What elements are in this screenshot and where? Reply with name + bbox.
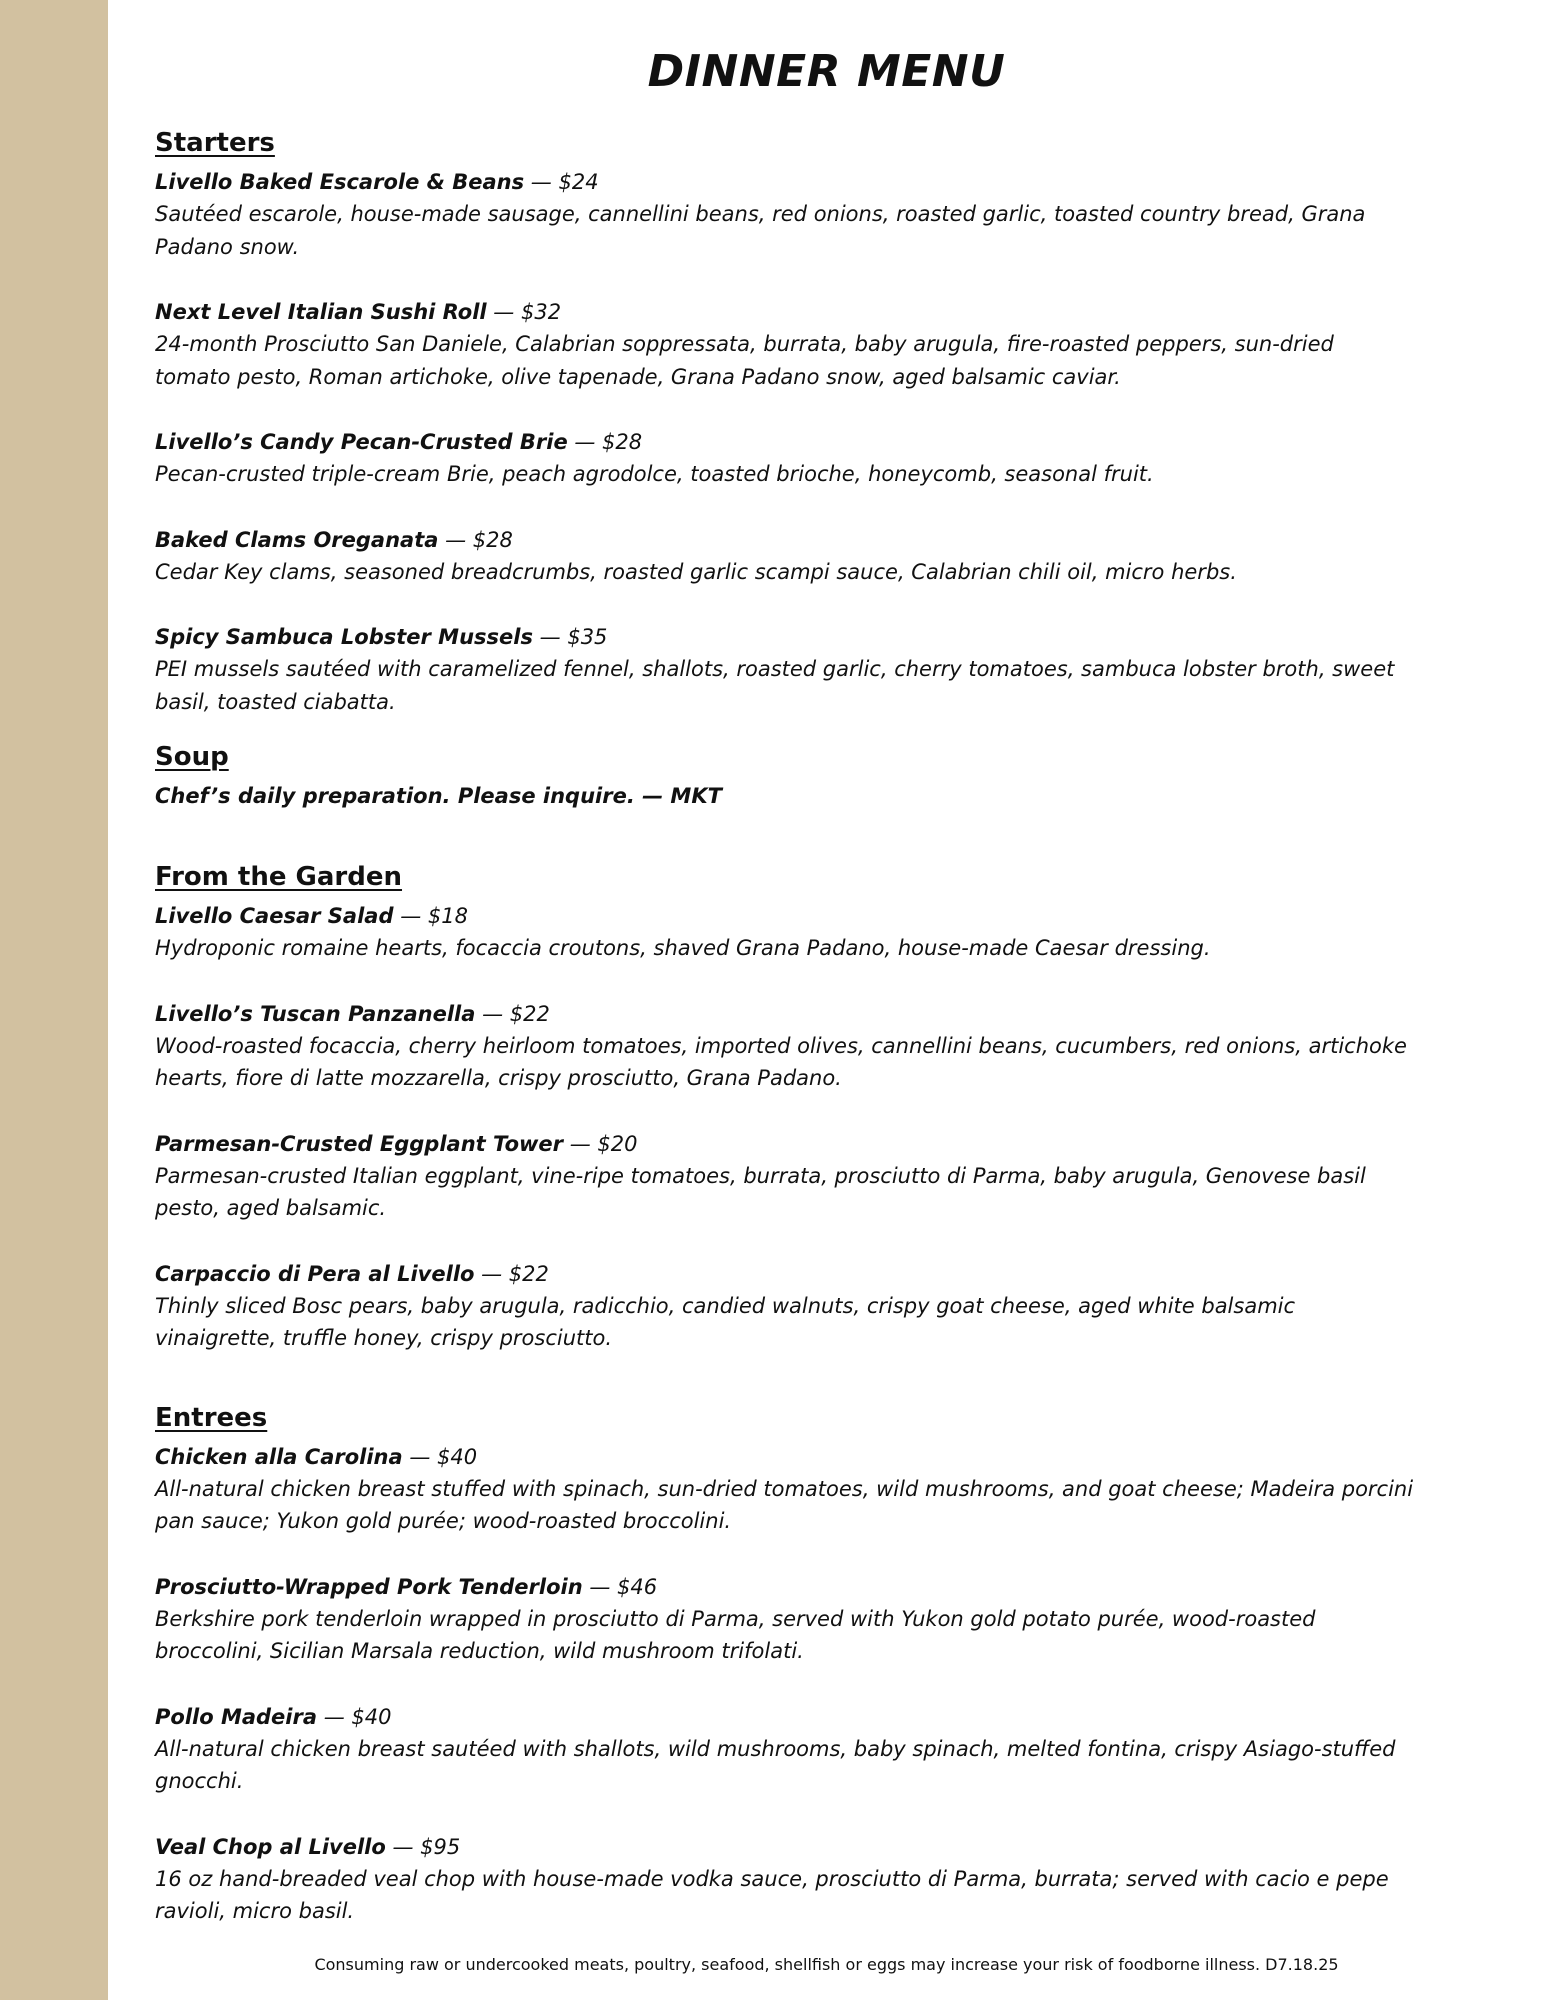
item-name: Baked Clams Oreganata (155, 527, 439, 552)
item-description: Berkshire pork tenderloin wrapped in prosciutto di Parma, served with Yukon gold potato purée, wood-roasted broccolini, Sicilian Marsala reduction, wild mushroom trifolati. (155, 1606, 1316, 1663)
item-description: Hydroponic romaine hearts, focaccia croutons, shaved Grana Padano, house-made Caesar dressing. (155, 936, 1211, 960)
item-price: — $20 (563, 1131, 638, 1156)
item-header (155, 621, 1415, 653)
section-garden (155, 860, 1415, 1355)
menu-item (155, 1701, 1415, 1798)
item-price: — $28 (438, 527, 513, 552)
item-header (155, 524, 1415, 556)
item-description: 16 oz hand-breaded veal chop with house-made vodka sauce, prosciutto di Parma, burrata; served with cacio e pepe ravioli, micro basil. (155, 1866, 1389, 1923)
side-color-band (0, 0, 108, 2000)
section-heading-soup: Soup (155, 742, 229, 772)
item-price: — $40 (402, 1444, 478, 1469)
section-heading-entrees: Entrees (155, 1402, 268, 1433)
menu-item (155, 296, 1415, 393)
item-name: Prosciutto-Wrapped Pork Tenderloin (155, 1574, 583, 1599)
menu-item (155, 1258, 1415, 1355)
item-header (155, 1258, 1415, 1290)
item-price: — $35 (532, 625, 608, 649)
item-price: — $46 (582, 1574, 658, 1599)
food-safety-disclaimer: Consuming raw or undercooked meats, poultry, seafood, shellfish or eggs may increase your risk of foodborne illness. D7.18.25 (314, 1955, 1339, 1974)
item-header (155, 998, 1415, 1030)
item-description: Sautéed escarole, house-made sausage, cannellini beans, red onions, roasted garlic, toasted country bread, Grana Padano snow. (155, 202, 1366, 259)
item-price: — $32 (486, 300, 562, 324)
menu-item (155, 998, 1415, 1095)
item-header (155, 1571, 1415, 1603)
item-name: Parmesan-Crusted Eggplant Tower (155, 1131, 564, 1156)
item-name: Pollo Madeira (155, 1704, 318, 1729)
item-name: Carpaccio di Pera al Livello (155, 1261, 475, 1286)
menu-item (155, 166, 1415, 263)
item-description: Parmesan-crusted Italian eggplant, vine-ripe tomatoes, burrata, prosciutto di Parma, baby arugula, Genovese basil pesto, aged balsamic. (155, 1163, 1366, 1220)
section-heading-garden: From the Garden (155, 862, 403, 892)
item-price: — $18 (393, 904, 468, 928)
item-header (155, 426, 1415, 458)
menu-item (155, 1571, 1415, 1668)
item-name: Chicken alla Carolina (155, 1444, 403, 1469)
item-header (155, 1441, 1415, 1473)
section-entrees (155, 1401, 1415, 1928)
item-name: Livello Caesar Salad (155, 904, 394, 928)
item-price: — $95 (385, 1834, 461, 1859)
section-heading-starters: Starters (155, 128, 275, 158)
item-price: — $22 (475, 1001, 550, 1026)
menu-item (155, 1831, 1415, 1928)
item-price: — $22 (474, 1261, 549, 1286)
item-description: PEI mussels sautéed with caramelized fennel, shallots, roasted garlic, cherry tomatoes, sambuca lobster broth, sweet basil, toasted ciabatta. (155, 657, 1395, 714)
item-description: All-natural chicken breast sautéed with shallots, wild mushrooms, baby spinach, melted fontina, crispy Asiago-stuffed gnocchi. (155, 1736, 1396, 1793)
menu-body (155, 126, 1415, 1950)
item-description: All-natural chicken breast stuffed with spinach, sun-dried tomatoes, wild mushrooms, and goat cheese; Madeira porcini pan sauce; Yukon gold purée; wood-roasted broccolini. (155, 1476, 1414, 1533)
item-description: Cedar Key clams, seasoned breadcrumbs, roasted garlic scampi sauce, Calabrian chili oil, micro herbs. (155, 559, 1237, 584)
section-starters (155, 126, 1415, 718)
menu-item (155, 1441, 1415, 1538)
item-description: Wood-roasted focaccia, cherry heirloom tomatoes, imported olives, cannellini beans, cucumbers, red onions, artichoke hearts, fiore di latte mozzarella, crispy prosciutto, Grana Padano. (155, 1033, 1407, 1090)
menu-item (155, 900, 1415, 965)
menu-item (155, 621, 1415, 718)
item-price: — $28 (567, 430, 643, 454)
item-price: — $24 (524, 170, 599, 194)
item-description: Pecan-crusted triple-cream Brie, peach agrodolce, toasted brioche, honeycomb, seasonal fruit. (155, 462, 1154, 486)
menu-item (155, 426, 1415, 491)
item-header (155, 900, 1415, 932)
item-name: Livello’s Candy Pecan-Crusted Brie (155, 430, 568, 454)
item-name: Next Level Italian Sushi Roll (155, 300, 487, 324)
item-header (155, 1701, 1415, 1733)
item-description: Thinly sliced Bosc pears, baby arugula, radicchio, candied walnuts, crispy goat cheese, aged white balsamic vinaigrette, truffle honey, crispy prosciutto. (155, 1293, 1296, 1350)
page-title: DINNER MENU (647, 46, 1006, 97)
item-name: Veal Chop al Livello (155, 1834, 386, 1859)
item-description: 24-month Prosciutto San Daniele, Calabrian soppressata, burrata, baby arugula, fire-roasted peppers, sun-dried tomato pesto, Roman artichoke, olive tapenade, Grana Padano snow, aged balsamic caviar. (155, 332, 1334, 389)
menu-item (155, 524, 1415, 589)
item-header (155, 1128, 1415, 1160)
item-header (155, 1831, 1415, 1863)
item-name: Livello Baked Escarole & Beans (155, 170, 525, 194)
item-name: Livello’s Tuscan Panzanella (155, 1001, 476, 1026)
item-name: Spicy Sambuca Lobster Mussels (155, 625, 533, 649)
soup-note: Chef’s daily preparation. Please inquire. — MKT (155, 784, 722, 808)
item-header (155, 166, 1415, 198)
section-soup (155, 740, 1415, 812)
item-header (155, 296, 1415, 328)
item-price: — $40 (317, 1704, 392, 1729)
menu-item (155, 1128, 1415, 1225)
